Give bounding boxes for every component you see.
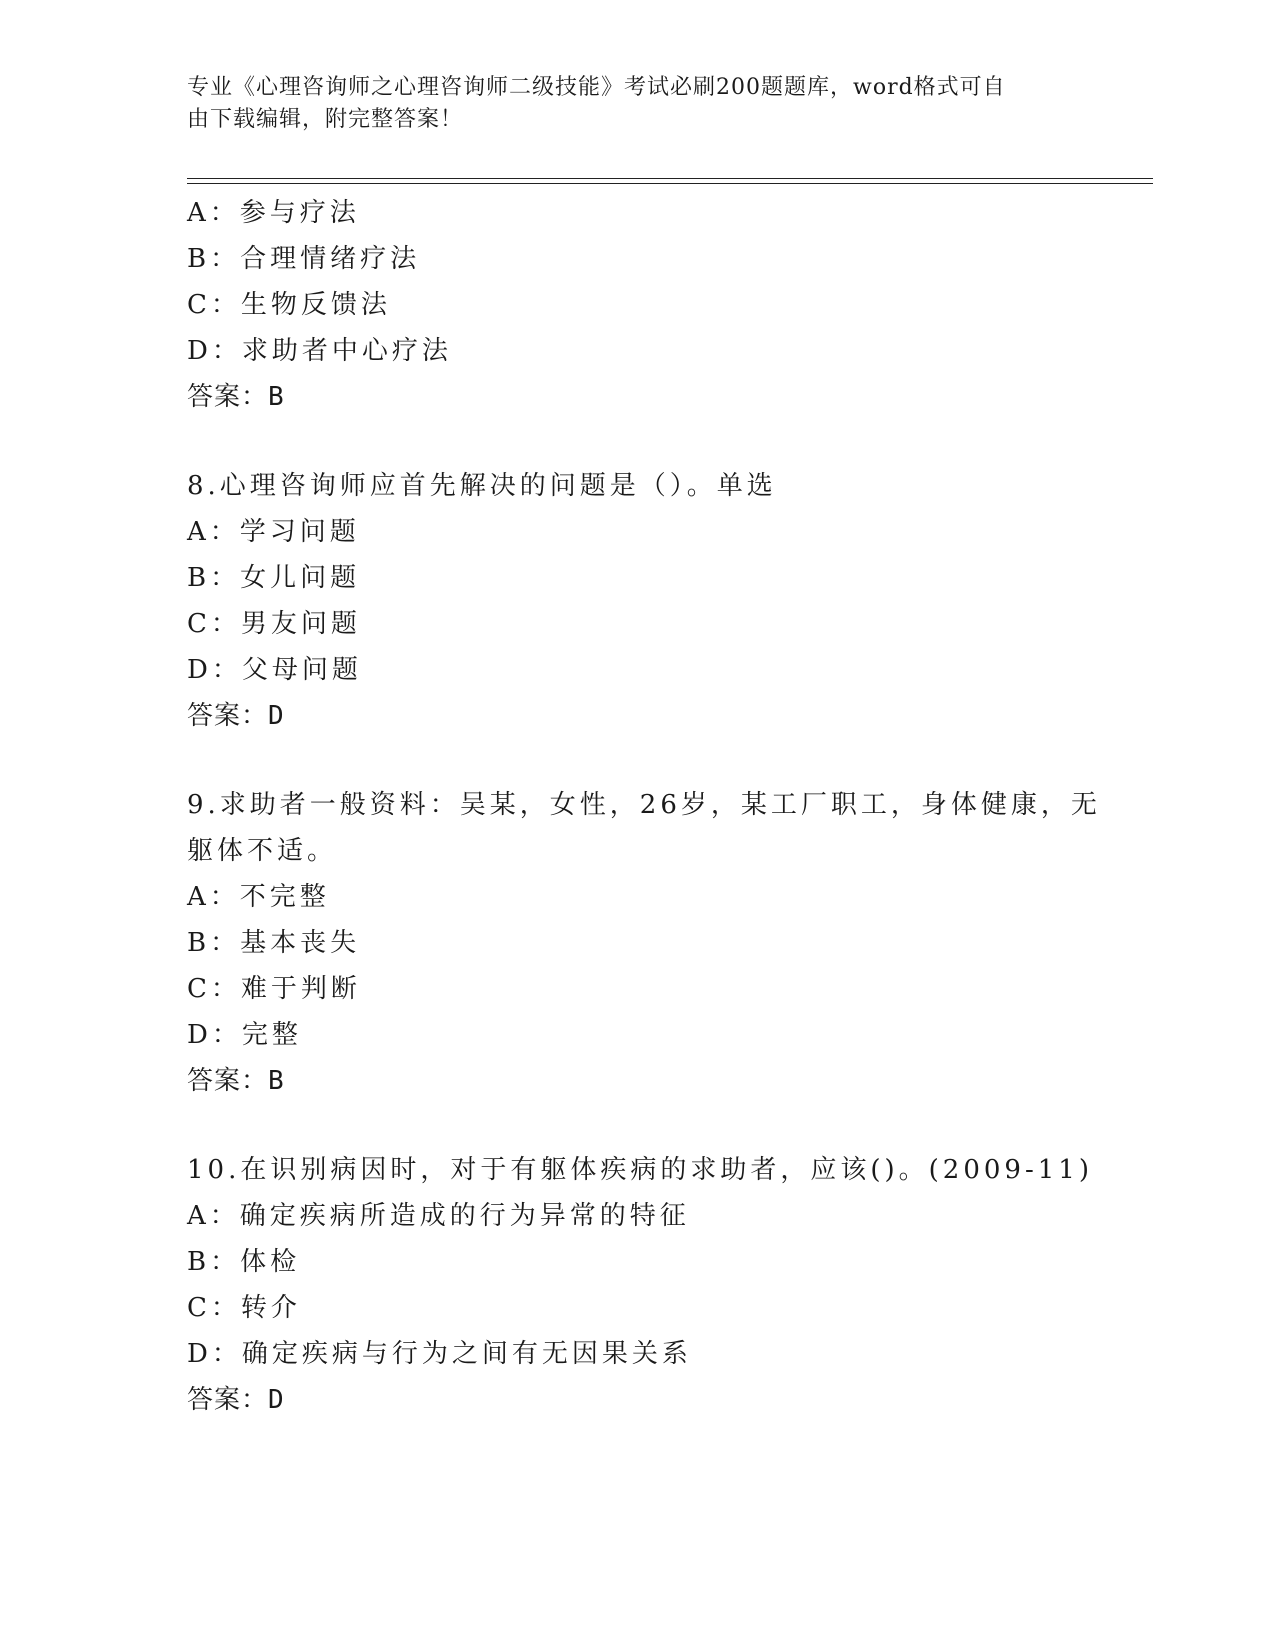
option-c: C：转介 — [187, 1293, 301, 1323]
option-b: B：基本丧失 — [187, 928, 361, 958]
answer-value: D — [268, 1385, 285, 1415]
question-block-9 — [187, 782, 1147, 1104]
header-title-line-1: 专业《心理咨询师之心理咨询师二级技能》考试必刷200题题库，word格式可自 — [187, 75, 1006, 100]
answer-label: 答案： — [187, 1066, 269, 1096]
answer-value: B — [268, 382, 285, 412]
question-text: 8.心理咨询师应首先解决的问题是（）。单选 — [187, 471, 777, 501]
answer-line — [187, 1377, 1147, 1423]
option-d: D：确定疾病与行为之间有无因果关系 — [187, 1339, 692, 1369]
answer-value: B — [268, 1066, 285, 1096]
answer-line — [187, 374, 1147, 420]
answer-value: D — [268, 701, 285, 731]
document-header — [187, 72, 1067, 136]
option-a: A：学习问题 — [187, 517, 360, 547]
question-block-7 — [187, 190, 1147, 420]
option-b: B：体检 — [187, 1247, 301, 1277]
option-c: C：生物反馈法 — [187, 290, 391, 320]
option-b: B：合理情绪疗法 — [187, 244, 421, 274]
option-d: D：求助者中心疗法 — [187, 336, 452, 366]
answer-line — [187, 693, 1147, 739]
answer-line — [187, 1058, 1147, 1104]
question-text-line-2: 躯体不适。 — [187, 836, 338, 866]
option-c: C：难于判断 — [187, 974, 361, 1004]
question-text: 10.在识别病因时，对于有躯体疾病的求助者，应该()。(2009-11) — [187, 1155, 1093, 1185]
answer-label: 答案： — [187, 1385, 269, 1415]
header-title-line-2: 由下载编辑，附完整答案！ — [187, 107, 464, 132]
option-d: D：父母问题 — [187, 655, 362, 685]
answer-label: 答案： — [187, 382, 269, 412]
option-b: B：女儿问题 — [187, 563, 361, 593]
option-a: A：参与疗法 — [187, 198, 360, 228]
answer-label: 答案： — [187, 701, 269, 731]
header-divider-bottom — [187, 183, 1153, 184]
question-block-10 — [187, 1147, 1147, 1423]
option-c: C：男友问题 — [187, 609, 361, 639]
option-d: D：完整 — [187, 1020, 302, 1050]
option-a: A：不完整 — [187, 882, 330, 912]
question-text-line-1: 9.求助者一般资料：吴某，女性，26岁，某工厂职工，身体健康，无 — [187, 790, 1101, 820]
question-list — [187, 190, 1147, 1466]
header-divider-top — [187, 178, 1153, 179]
question-block-8 — [187, 463, 1147, 739]
option-a: A：确定疾病所造成的行为异常的特征 — [187, 1201, 690, 1231]
